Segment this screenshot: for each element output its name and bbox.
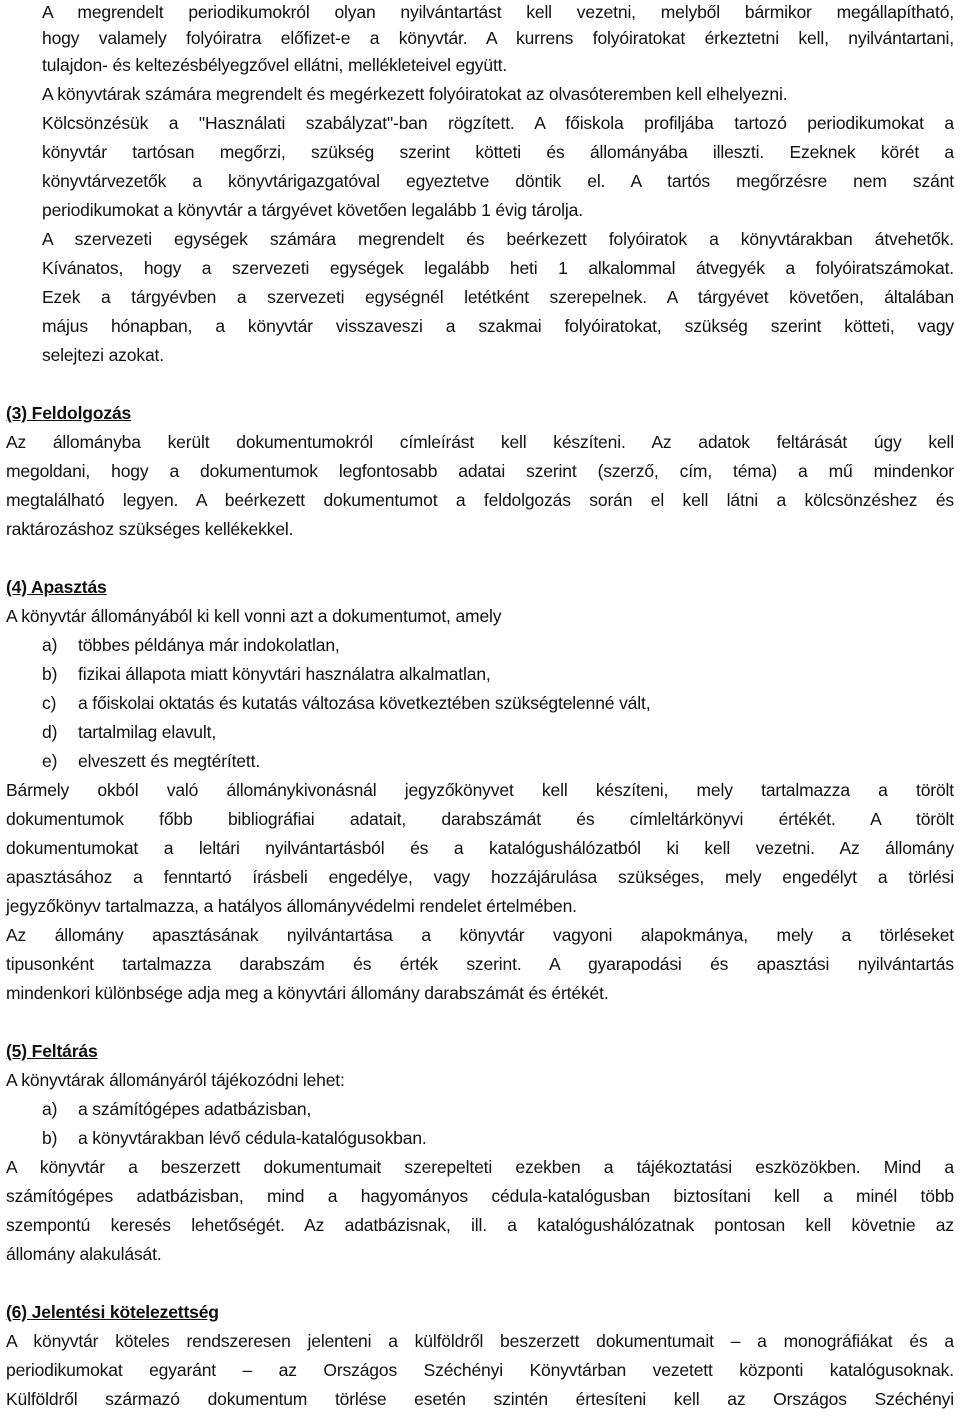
paragraph-line: megtalálható legyen. A beérkezett dokumentumot a feldolgozás során el kell látni a kölcsönzéshez és <box>6 490 954 510</box>
intro-line: periodikumokat a könyvtár a tárgyévet követően legalább 1 évig tárolja. <box>42 200 583 220</box>
list-item-text: a számítógépes adatbázisban, <box>78 1099 312 1119</box>
paragraph-line: Bármely okból való állománykivonásnál jegyzőkönyvet kell készíteni, mely tartalmazza a törölt <box>6 780 954 800</box>
list-item <box>42 720 216 744</box>
paragraph-line: tipusonként tartalmazza darabszám és érték szerint. A gyarapodási és apasztási nyilvántartás <box>6 954 954 974</box>
list-item <box>42 1126 427 1150</box>
paragraph-line: periodikumokat egyaránt – az Országos Széchényi Könyvtárban vezetett központi katalógusoknak. <box>6 1360 954 1380</box>
intro-line: Kívánatos, hogy a szervezeti egységek legalább heti 1 alkalommal átvegyék a folyóiratszámokat. <box>42 258 954 278</box>
list-item <box>42 662 491 686</box>
paragraph-line: megoldani, hogy a dokumentumok legfontosabb adatai szerint (szerző, cím, téma) a mű mindenkor <box>6 461 954 481</box>
intro-line: Ezek a tárgyévben a szervezeti egységnél letétként szerepelnek. A tárgyévet követően, általában <box>42 287 954 307</box>
intro-line: könyvtár tartósan megőrzi, szükség szerint kötteti és állományába illeszti. Ezeknek körét a <box>42 142 954 162</box>
list-marker: a) <box>42 635 58 655</box>
intro-line: május hónapban, a könyvtár visszaveszi a szakmai folyóiratokat, szükség szerint kötteti, vagy <box>42 316 954 336</box>
intro-line: Kölcsönzésük a "Használati szabályzat"-ban rögzített. A főiskola profiljába tartozó periodikumokat a <box>42 113 954 133</box>
paragraph-line: A könyvtár állományából ki kell vonni azt a dokumentumot, amely <box>6 606 502 626</box>
list-marker: b) <box>42 664 58 684</box>
paragraph-line: A könyvtár a beszerzett dokumentumait szerepelteti ezekben a tájékoztatási eszközökben. Mind a <box>6 1157 954 1177</box>
paragraph-line: Az állományba került dokumentumokról címleírást kell készíteni. Az adatok feltárását úgy kell <box>6 432 954 452</box>
paragraph-line: A könyvtár köteles rendszeresen jelenteni a külföldről beszerzett dokumentumait – a monográfiákat és a <box>6 1331 954 1351</box>
section-heading: (4) Apasztás <box>6 577 107 597</box>
paragraph-line: szempontú keresés lehetőségét. Az adatbázisnak, ill. a katalógushálózatnak pontosan kell követnie az <box>6 1215 954 1235</box>
list-item-text: tartalmilag elavult, <box>78 722 217 742</box>
list-marker: b) <box>42 1128 58 1148</box>
intro-line: A könyvtárak számára megrendelt és megérkezett folyóiratokat az olvasóteremben kell elhelyezni. <box>42 84 788 104</box>
section-heading: (6) Jelentési kötelezettség <box>6 1302 219 1322</box>
list-item-text: fizikai állapota miatt könyvtári használatra alkalmatlan, <box>78 664 491 684</box>
paragraph-line: Külföldről származó dokumentum törlése esetén szintén értesíteni kell az Országos Széchényi <box>6 1389 954 1409</box>
list-item-text: elveszett és megtérített. <box>78 751 261 771</box>
paragraph-line: A könyvtárak állományáról tájékozódni lehet: <box>6 1070 345 1090</box>
paragraph-line: jegyzőkönyv tartalmazza, a hatályos állományvédelmi rendelet értelmében. <box>6 896 577 916</box>
intro-line: A megrendelt periodikumokról olyan nyilvántartást kell vezetni, melyből bármikor megállapítható, <box>42 2 954 22</box>
list-item-text: a főiskolai oktatás és kutatás változása következtében szükségtelenné vált, <box>78 693 651 713</box>
list-item <box>42 633 340 657</box>
list-marker: c) <box>42 693 57 713</box>
list-item <box>42 691 650 715</box>
paragraph-line: állomány alakulását. <box>6 1244 162 1264</box>
list-marker: a) <box>42 1099 58 1119</box>
paragraph-line: Az állomány apasztásának nyilvántartása a könyvtár vagyoni alapokmánya, mely a törléseket <box>6 925 954 945</box>
section-heading: (3) Feldolgozás <box>6 403 132 423</box>
intro-line: A szervezeti egységek számára megrendelt és beérkezett folyóiratok a könyvtárakban átvehetők. <box>42 229 954 249</box>
intro-line: tulajdon- és keltezésbélyegzővel ellátni, mellékleteivel együtt. <box>42 55 508 75</box>
paragraph-line: dokumentumokat a leltári nyilvántartásból és a katalógushálózatból ki kell vezetni. Az állomány <box>6 838 954 858</box>
intro-line: hogy valamely folyóiratra előfizet-e a könyvtár. A kurrens folyóiratokat érkeztetni kell, nyilvántartani, <box>42 28 954 48</box>
section-heading: (5) Feltárás <box>6 1041 98 1061</box>
list-marker: e) <box>42 751 58 771</box>
list-item <box>42 749 260 773</box>
paragraph-line: raktározáshoz szükséges kellékekkel. <box>6 519 294 539</box>
paragraph-line: számítógépes adatbázisban, mind a hagyományos cédula-katalógusban biztosítani kell a minél több <box>6 1186 954 1206</box>
paragraph-line: apasztásához a fenntartó írásbeli engedélye, vagy hozzájárulása szükséges, mely engedélyt a törlési <box>6 867 954 887</box>
intro-line: könyvtárvezetők a könyvtárigazgatóval egyeztetve döntik el. A tartós megőrzésre nem szánt <box>42 171 954 191</box>
paragraph-line: mindenkori különbsége adja meg a könyvtári állomány darabszámát és értékét. <box>6 983 609 1003</box>
list-item-text: a könyvtárakban lévő cédula-katalógusokban. <box>78 1128 427 1148</box>
intro-line: selejtezi azokat. <box>42 345 164 365</box>
list-item <box>42 1097 311 1121</box>
list-marker: d) <box>42 722 58 742</box>
paragraph-line: dokumentumok főbb bibliográfiai adatait, darabszámát és címleltárkönyvi értékét. A törölt <box>6 809 954 829</box>
list-item-text: többes példánya már indokolatlan, <box>78 635 340 655</box>
